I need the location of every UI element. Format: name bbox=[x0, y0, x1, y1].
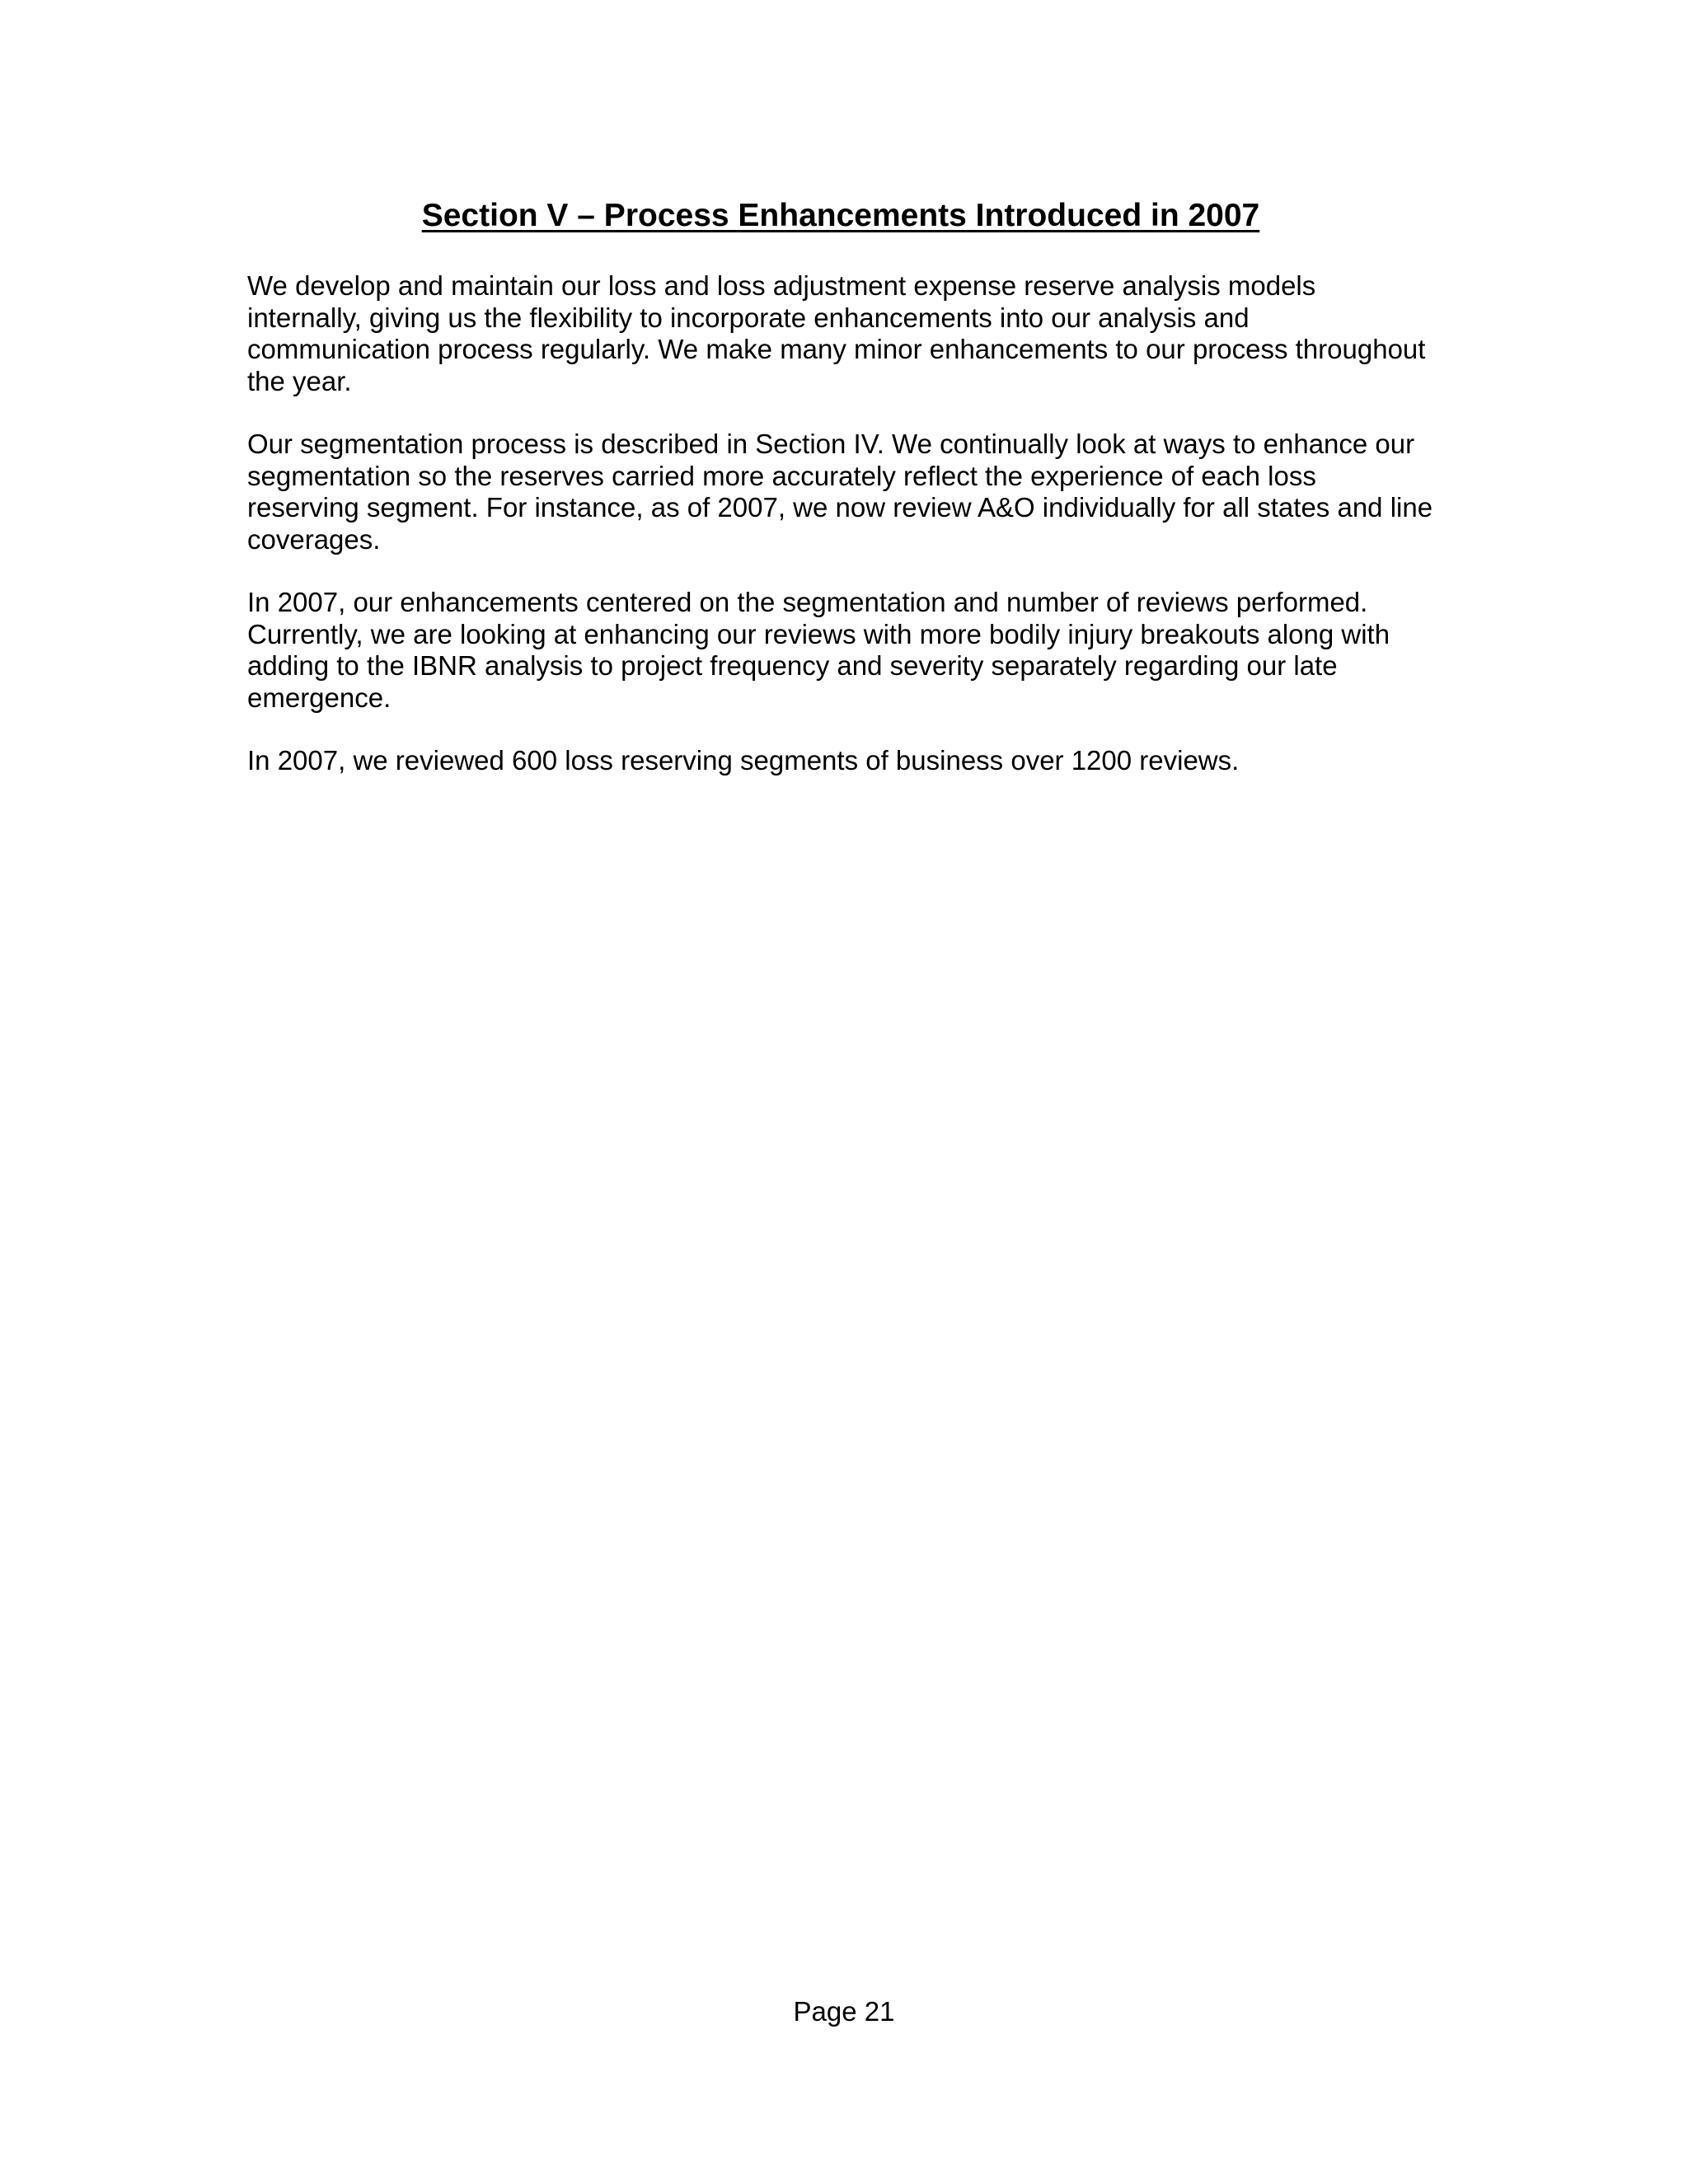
page-number: Page 21 bbox=[793, 1996, 895, 2027]
paragraph-1: We develop and maintain our loss and loss adjustment expense reserve analysis models internally, giving us the flexibility to incorporate enhancements into our analysis and communication process regularly. We make many minor enhancements to our process throughout the year. bbox=[247, 270, 1426, 396]
paragraph-4: In 2007, we reviewed 600 loss reserving segments of business over 1200 reviews. bbox=[247, 745, 1240, 776]
paragraph-2: Our segmentation process is described in Section IV. We continually look at ways to enhance our segmentation so the reserves carried more accurately reflect the experience of each loss reserving segment. For instance, as of 2007, we now review A&O individually for all states and line coverages. bbox=[247, 429, 1433, 555]
paragraph-3: In 2007, our enhancements centered on the segmentation and number of reviews performed. Currently, we are looking at enhancing our reviews with more bodily injury breakouts along with adding to the IBNR analysis to project frequency and severity separately regarding our late emergence. bbox=[247, 587, 1390, 713]
section-title: Section V – Process Enhancements Introduced in 2007 bbox=[421, 198, 1260, 233]
document-body bbox=[247, 194, 1434, 808]
